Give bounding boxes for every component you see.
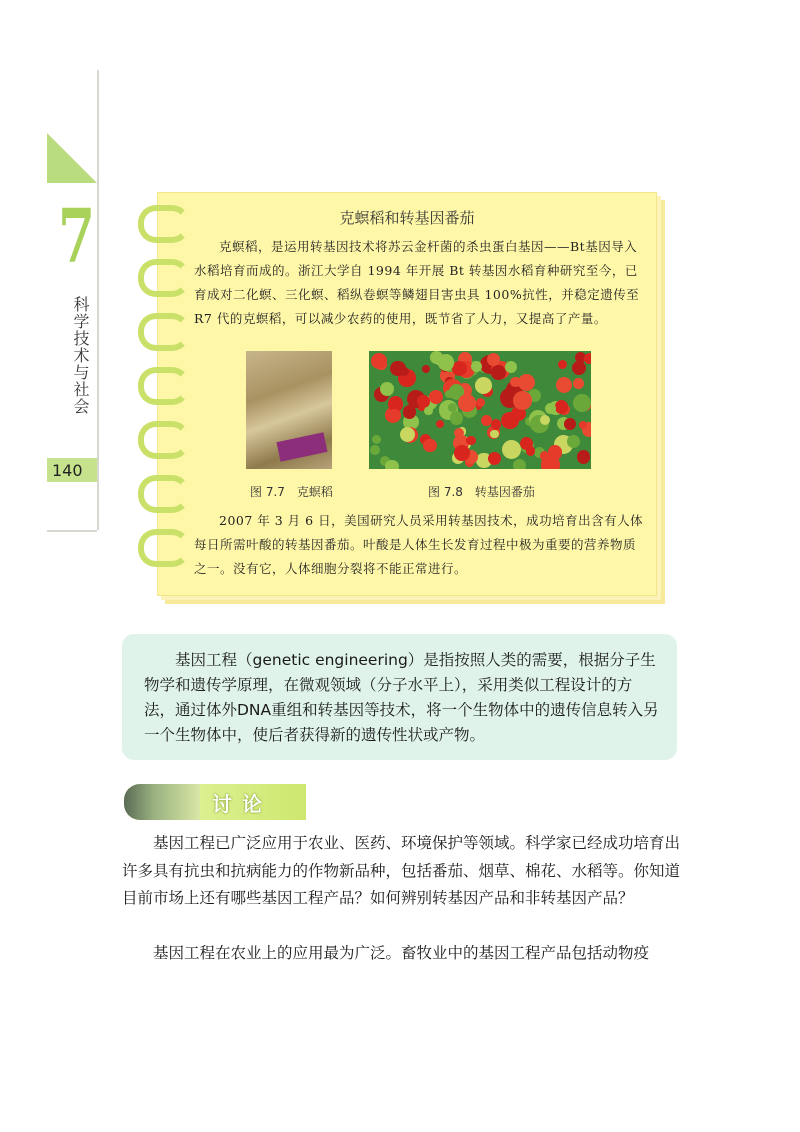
notebook-rings bbox=[138, 205, 186, 565]
tomato-dot bbox=[448, 403, 457, 412]
chapter-number: 7 bbox=[58, 194, 96, 280]
tomato-dot bbox=[475, 377, 492, 394]
box-paragraph-1: 克螟稻，是运用转基因技术将苏云金杆菌的杀虫蛋白基因——Bt基因导入水稻培育而成的。浙江大学自 1994 年开展 Bt 转基因水稻育种研究至今，已育成对二化螟、三化螟、稻纵卷螟等鳞翅目害虫具 100%抗性，并稳定遗传至 R7 代的克螟稻，可以减少农药的使用，既节省了人力，又提高了产量。 bbox=[194, 239, 640, 326]
ring-icon bbox=[138, 529, 190, 567]
tomato-dot bbox=[513, 391, 532, 410]
ring-icon bbox=[138, 367, 190, 405]
tomato-dot bbox=[454, 445, 470, 461]
tomato-dot bbox=[380, 382, 394, 396]
tomato-dot bbox=[540, 415, 550, 425]
discussion-paragraph-1: 基因工程已广泛应用于农业、医药、环境保护等领域。科学家已经成功培育出许多具有抗虫和抗病能力的作物新品种，包括番茄、烟草、棉花、水稻等。你知道目前市场上还有哪些基因工程产品？如何辨别转基因产品和非转基因产品？ bbox=[122, 834, 681, 907]
tomato-dot bbox=[577, 450, 591, 464]
tomato-dot bbox=[436, 420, 444, 428]
tomato-dot bbox=[573, 378, 584, 389]
tomato-photo bbox=[369, 351, 591, 469]
tomato-dot bbox=[422, 365, 430, 373]
tomato-dot bbox=[513, 459, 526, 469]
box-paragraph-2: 2007 年 3 月 6 日，美国研究人员采用转基因技术，成功培育出含有人体每日所需叶酸的转基因番茄。叶酸是人体生长发育过程中极为重要的营养物质之一。没有它，人体细胞分裂将不能正常进行。 bbox=[194, 513, 644, 576]
tomato-dot bbox=[488, 452, 501, 465]
tomato-dot bbox=[567, 435, 580, 448]
rice-photo-tag bbox=[276, 432, 327, 462]
tomato-dot bbox=[584, 353, 591, 365]
tomato-dot bbox=[450, 411, 463, 424]
tomato-dot bbox=[502, 440, 521, 459]
tomato-dot bbox=[385, 460, 398, 469]
tomato-dot bbox=[520, 437, 533, 450]
tomato-dot bbox=[403, 405, 417, 419]
discussion-paragraph-2: 基因工程在农业上的应用最为广泛。畜牧业中的基因工程产品包括动物疫 bbox=[153, 944, 650, 962]
tomato-dot bbox=[423, 439, 437, 453]
ring-icon bbox=[138, 421, 190, 459]
figure-caption-7-7: 图 7.7 克螟稻 bbox=[250, 485, 333, 499]
ring-icon bbox=[138, 205, 190, 243]
chapter-title: 科学技术与社会 bbox=[71, 296, 90, 415]
margin-bottom bbox=[47, 484, 97, 532]
tomato-dot bbox=[417, 395, 430, 408]
ring-icon bbox=[138, 313, 190, 351]
margin-corner-triangle bbox=[47, 133, 97, 183]
box-title: 克螟稻和转基因番茄 bbox=[339, 209, 475, 227]
ring-icon bbox=[138, 475, 190, 513]
tomato-dot bbox=[505, 361, 517, 373]
tomato-dot bbox=[476, 398, 485, 407]
tomato-dot bbox=[555, 400, 568, 413]
tomato-dot bbox=[466, 436, 475, 445]
definition-box bbox=[122, 634, 677, 760]
tomato-dot bbox=[371, 353, 387, 369]
tomato-dot bbox=[370, 445, 380, 455]
rice-photo bbox=[246, 351, 332, 469]
tomato-dot bbox=[564, 418, 576, 430]
tomato-dot bbox=[572, 361, 586, 375]
ring-icon bbox=[138, 259, 190, 297]
tomato-dot bbox=[556, 377, 572, 393]
discussion-label: 讨论 bbox=[212, 792, 272, 816]
tomato-dot bbox=[424, 407, 433, 416]
tomato-dot bbox=[490, 430, 498, 438]
tomato-dot bbox=[558, 360, 567, 369]
definition-text: 基因工程（genetic engineering）是指按照人类的需要，根据分子生物学和遗传学原理，在微观领域（分子水平上），采用类似工程设计的方法，通过体外DNA重组和转基因等技术，将一个生物体中的遗传信息转入另一个生物体中，使后者获得新的遗传性状或产物。 bbox=[144, 651, 659, 744]
page-number: 140 bbox=[52, 461, 83, 480]
discussion-header-photo bbox=[124, 784, 200, 820]
tomato-dot bbox=[372, 435, 382, 445]
tomato-dot bbox=[491, 419, 502, 430]
tomato-dot bbox=[388, 409, 401, 422]
figure-caption-7-8: 图 7.8 转基因番茄 bbox=[428, 485, 535, 499]
notebook-box bbox=[157, 192, 657, 596]
tomato-dot bbox=[541, 455, 561, 469]
tomato-dot bbox=[491, 365, 506, 380]
